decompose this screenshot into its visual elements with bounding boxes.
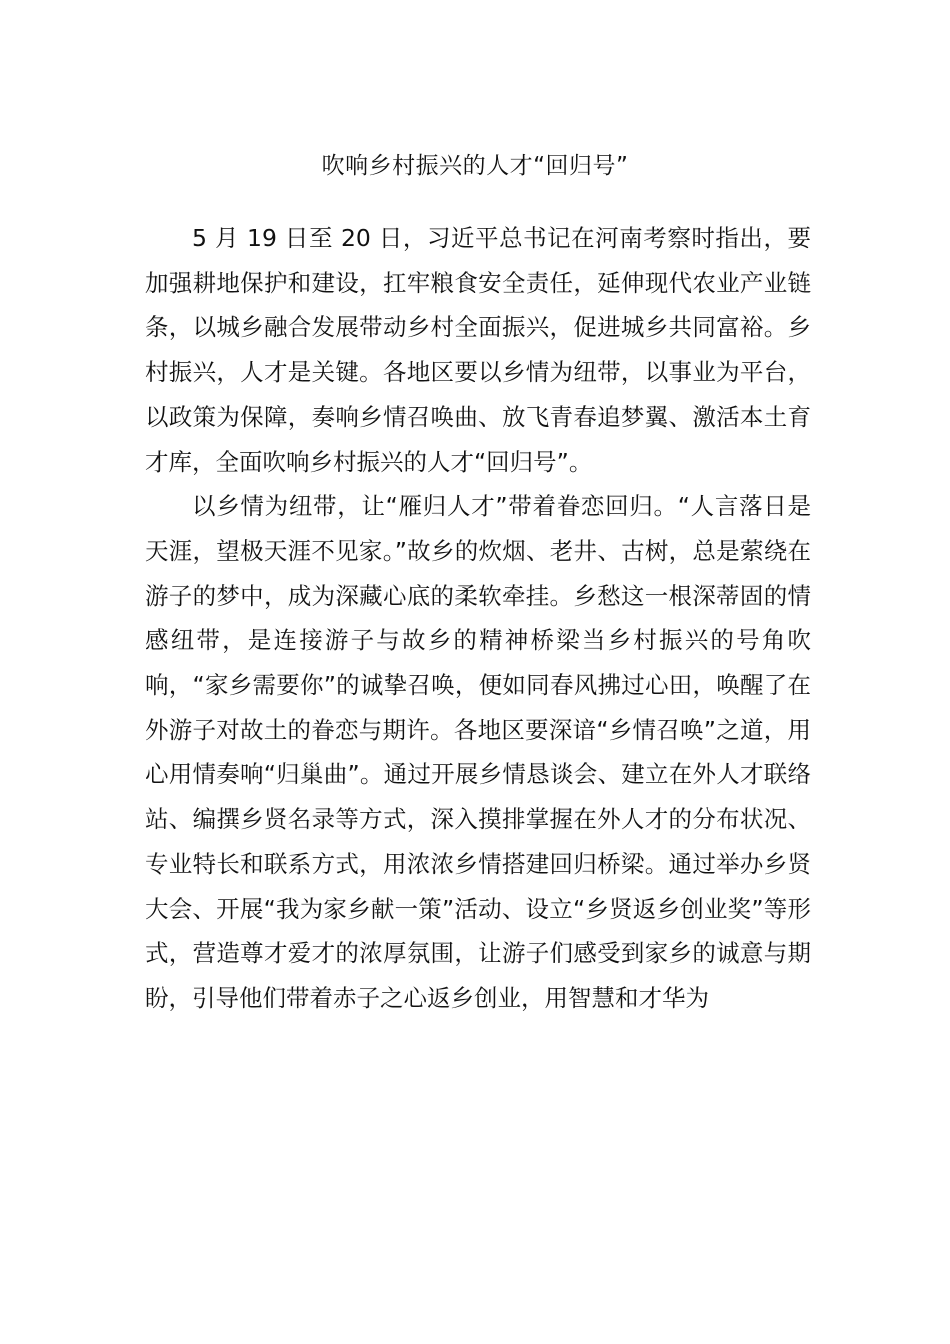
paragraph-2: 以乡情为纽带，让“雁归人才”带着眷恋回归。“人言落日是天涯，望极天涯不见家。”故乡的炊烟、老井、古树，总是萦绕在游子的梦中，成为深藏心底的柔软牵挂。乡愁这一根深蒂固的情感纽带，是连接游子与故乡的精神桥梁当乡村振兴的号角吹响，“家乡需要你”的诚挚召唤，便如同春风拂过心田，唤醒了在外游子对故土的眷恋与期许。各地区要深谙“乡情召唤”之道，用心用情奏响“归巢曲”。通过开展乡情恳谈会、建立在外人才联络站、编撰乡贤名录等方式，深入摸排掌握在外人才的分布状况、专业特长和联系方式，用浓浓乡情搭建回归桥梁。通过举办乡贤大会、开展“我为家乡献一策”活动、设立“乡贤返乡创业奖”等形式，营造尊才爱才的浓厚氛围，让游子们感受到家乡的诚意与期盼，引导他们带着赤子之心返乡创业，用智慧和才华为 bbox=[145, 492, 811, 1012]
document-title: 吹响乡村振兴的人才“回归号” bbox=[321, 153, 629, 179]
document-body bbox=[145, 216, 811, 1021]
paragraph-1: 5 月 19 日至 20 日，习近平总书记在河南考察时指出，要加强耕地保护和建设，扛牢粮食安全责任，延伸现代农业产业链条，以城乡融合发展带动乡村全面振兴，促进城乡共同富裕。乡村振兴，人才是关键。各地区要以乡情为纽带，以事业为平台，以政策为保障，奏响乡情召唤曲、放飞青春追梦翼、激活本土育才库，全面吹响乡村振兴的人才“回归号”。 bbox=[145, 224, 811, 476]
